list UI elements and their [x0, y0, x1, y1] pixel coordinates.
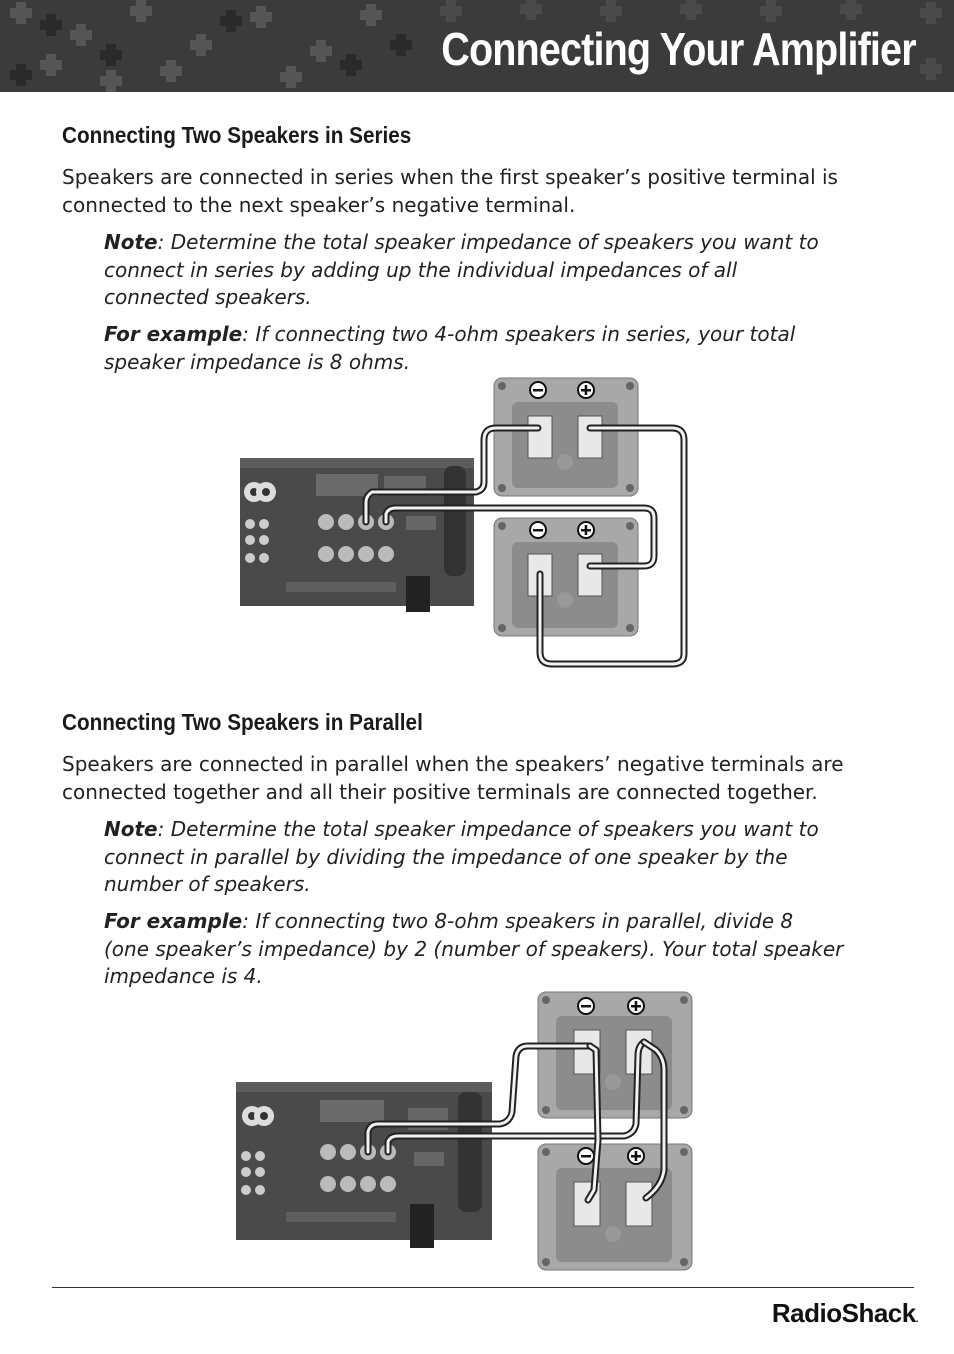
speaker-terminal-2	[494, 518, 638, 636]
series-wiring-diagram	[236, 376, 696, 670]
brand-mark: .	[915, 1314, 918, 1325]
amplifier-panel	[240, 458, 474, 612]
speaker-terminal-2	[538, 1144, 692, 1270]
radioshack-logo	[772, 1298, 918, 1329]
series-note-label: Note	[104, 230, 158, 254]
parallel-note-text: : Determine the total speaker impedance of speakers you want to connect in parallel by dividing the impedance of one speaker by the number of speakers.	[104, 817, 819, 896]
series-note-text: : Determine the total speaker impedance of speakers you want to connect in series by adding up the individual impedances of all connected speakers.	[104, 230, 819, 309]
series-example	[104, 321, 844, 376]
header-banner	[0, 0, 954, 92]
page-title: Connecting Your Amplifier	[441, 23, 916, 75]
amplifier-panel	[236, 1082, 492, 1248]
footer-divider	[52, 1287, 914, 1288]
series-example-label: For example	[104, 322, 243, 346]
parallel-example-label: For example	[104, 909, 243, 933]
parallel-note	[104, 816, 844, 899]
parallel-example	[104, 908, 844, 991]
parallel-wiring-diagram	[232, 990, 698, 1274]
series-example-text: : If connecting two 4-ohm speakers in series, your total speaker impedance is 8 ohms.	[104, 322, 796, 374]
parallel-heading: Connecting Two Speakers in Parallel	[62, 709, 423, 735]
parallel-intro: Speakers are connected in parallel when the speakers’ negative terminals are connected together and all their positive terminals are connected together.	[62, 752, 844, 804]
series-heading: Connecting Two Speakers in Series	[62, 122, 412, 148]
brand-name: RadioShack	[771, 1298, 916, 1328]
parallel-note-label: Note	[104, 817, 158, 841]
series-intro: Speakers are connected in series when the first speaker’s positive terminal is connected to the next speaker’s negative terminal.	[62, 165, 838, 217]
speaker-terminal-1	[538, 992, 692, 1118]
speaker-terminal-1	[494, 378, 638, 496]
parallel-example-text: : If connecting two 8-ohm speakers in parallel, divide 8 (one speaker’s impedance) by 2 (number of speakers). Your total speaker impedance is 4.	[104, 909, 844, 988]
series-note	[104, 229, 844, 312]
